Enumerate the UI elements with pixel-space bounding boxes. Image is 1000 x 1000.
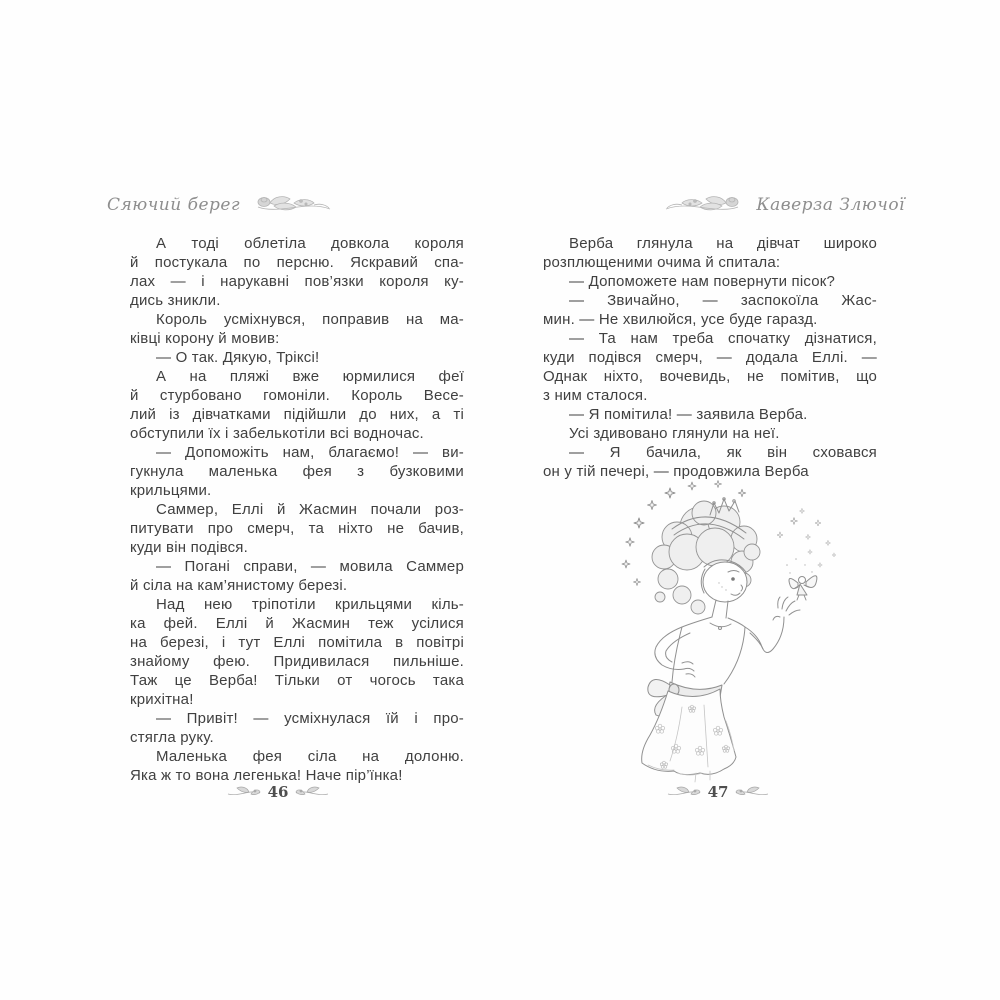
text-line: — Допоможіть нам, благаємо! — ви- (156, 444, 464, 461)
text-line: й стурбовано гомоніли. Король Весе- (130, 387, 464, 404)
text-line: лий із дівчатками підійшли до них, а ті (130, 406, 464, 423)
paragraph (130, 310, 464, 348)
text-line: ківці корону й мовив: (130, 330, 280, 347)
page-number-ornament-icon (735, 785, 769, 799)
text-line: крихітна! (130, 691, 194, 708)
paragraph (130, 595, 464, 709)
text-line: Усі здивовано глянули на неї. (569, 425, 780, 442)
text-line: Над нею тріпотіли крильцями кіль- (156, 596, 464, 613)
right-page-header (664, 193, 905, 217)
text-line: куди він подівся. (130, 539, 248, 556)
paragraph (543, 272, 877, 291)
paragraph (130, 747, 464, 785)
text-line: ка фей. Еллі й Жасмин теж усілися (130, 615, 464, 632)
text-line: й постукала по персню. Яскравий спа- (130, 254, 464, 271)
text-line: — Звичайно, — заспокоїла Жас- (569, 292, 877, 309)
header-flourish-icon (254, 193, 332, 217)
text-line: он у тій печері, — продовжила Верба (543, 463, 809, 480)
paragraph (543, 443, 877, 481)
text-line: знайому фею. Придивилася пильніше. (130, 653, 464, 670)
paragraph (130, 500, 464, 557)
right-page-number: 47 (707, 783, 729, 801)
page-number-ornament-icon (667, 785, 701, 799)
page-number-ornament-icon (295, 785, 329, 799)
paragraph (130, 367, 464, 443)
text-line: гукнула маленька фея з бузковими (130, 463, 464, 480)
text-line: питувати про смерч, та ніхто не бачив, (130, 520, 464, 537)
paragraph (543, 329, 877, 405)
text-line: — Погані справи, — мовила Саммер (156, 558, 464, 575)
text-line: — Та нам треба спочатку дізнатися, (569, 330, 877, 347)
text-line: лах — і нарукавні пов’язки короля ку- (130, 273, 464, 290)
text-line: — Привіт! — усміхнулася їй і про- (156, 710, 464, 727)
page-number-ornament-icon (227, 785, 261, 799)
floral-skirt (642, 689, 736, 782)
paragraph (130, 709, 464, 747)
paragraph (130, 443, 464, 500)
text-line: — О так. Дякую, Тріксі! (156, 349, 320, 366)
text-line: розплющеними очима й спитала: (543, 254, 781, 271)
left-page-text-column (130, 234, 464, 785)
text-line: Король усміхнувся, поправив на ма- (156, 311, 464, 328)
text-line: — Допоможете нам повернути пісок? (569, 273, 836, 290)
tiny-fairy (789, 576, 817, 600)
illustration-girl-holding-fairy (612, 477, 862, 792)
girl-curly-hair (652, 501, 760, 614)
text-line: на березі, і тут Еллі помітила в повітрі (130, 634, 464, 651)
right-page-title: Каверза Злючої (756, 195, 905, 215)
girl-raised-arm (745, 597, 800, 653)
paragraph (130, 557, 464, 595)
text-line: й сіла на кам’янистому березі. (130, 577, 348, 594)
text-line: обступили їх і забелькотіли всі водночас. (130, 425, 424, 442)
girl-arm-on-hip (655, 627, 695, 677)
paragraph (543, 424, 877, 443)
text-line: куди подівся смерч, — додала Еллі. — (543, 349, 877, 366)
text-line: стягла руку. (130, 729, 214, 746)
text-line: дись зникли. (130, 292, 221, 309)
text-line: Таж це Верба! Тільки от чогось така (130, 672, 464, 689)
text-line: А тоді облетіла довкола короля (156, 235, 464, 252)
right-page-text-column (543, 234, 877, 481)
paragraph (130, 348, 464, 367)
text-line: з ним сталося. (543, 387, 648, 404)
paragraph (130, 234, 464, 310)
left-page-title: Сяючий берег (107, 195, 241, 215)
left-page-number: 46 (267, 783, 289, 801)
text-line: крильцями. (130, 482, 212, 499)
text-line: Верба глянула на дівчат широко (569, 235, 877, 252)
paragraph (543, 405, 877, 424)
girl-body (668, 600, 745, 700)
left-page-number-row (111, 783, 445, 801)
text-line: Саммер, Еллі й Жасмин почали роз- (156, 501, 464, 518)
text-line: — Я помітила! — заявила Верба. (569, 406, 808, 423)
text-line: А на пляжі вже юрмилися феї (156, 368, 464, 385)
paragraph (543, 234, 877, 272)
girl-face (701, 560, 747, 602)
left-page-header (107, 193, 332, 217)
right-page-number-row (551, 783, 885, 801)
paragraph (543, 291, 877, 329)
text-line: — Я бачила, як він сховався (569, 444, 877, 461)
text-line: Маленька фея сіла на долоню. (156, 748, 464, 765)
text-line: Однак ніхто, вочевидь, не помітив, що (543, 368, 877, 385)
text-line: Яка ж то вона легенька! Наче пір’їнка! (130, 767, 403, 784)
header-flourish-icon (664, 193, 742, 217)
text-line: мин. — Не хвилюйся, усе буде гаразд. (543, 311, 818, 328)
